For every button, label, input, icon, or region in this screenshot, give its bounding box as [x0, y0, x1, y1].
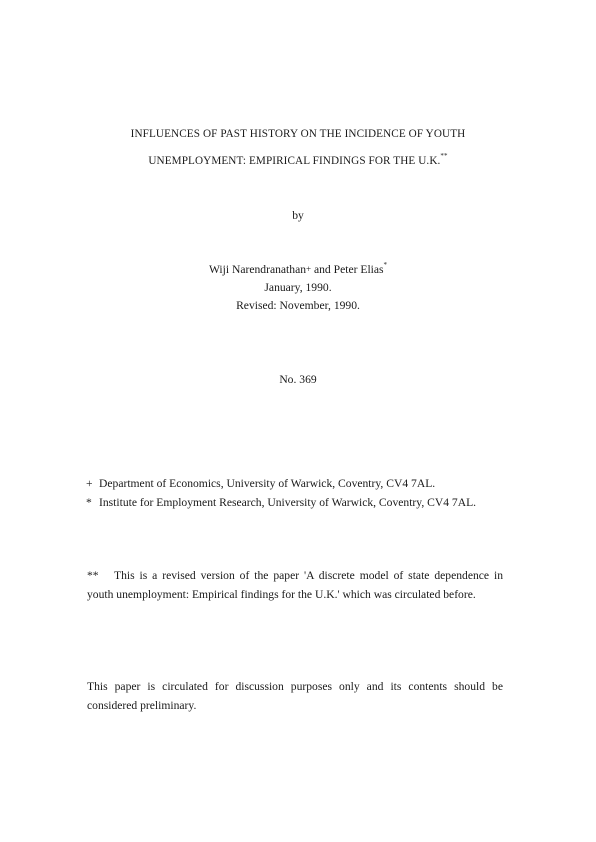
by-label: by	[292, 209, 304, 222]
author-1: Wiji Narendranathan	[208, 263, 307, 276]
date: January, 1990.	[264, 281, 332, 294]
revision-note-line-1: ** This is a revised version of the paper 'A discrete model of state dependence in	[87, 569, 503, 582]
disclaimer-line-1: This paper is circulated for discussion purposes only and its contents should be	[87, 680, 503, 693]
title-line-2: UNEMPLOYMENT: EMPIRICAL FINDINGS FOR THE U.K.**	[148, 152, 448, 167]
paper-number: No. 369	[279, 373, 317, 386]
authors: Wiji Narendranathan+ and Peter Elias*	[208, 261, 388, 276]
disclaimer-line-2: considered preliminary.	[87, 699, 197, 712]
title-line-1: INFLUENCES OF PAST HISTORY ON THE INCIDENCE OF YOUTH	[130, 128, 466, 140]
title-footnote-mark: **	[440, 152, 448, 161]
author-1-mark: +	[306, 264, 312, 274]
author-2-mark: *	[383, 261, 388, 270]
disclaimer	[87, 677, 503, 715]
revision-note	[87, 566, 503, 604]
affiliation-2: * Institute for Employment Research, University of Warwick, Coventry, CV4 7AL.	[86, 496, 477, 509]
author-2: Peter Elias	[333, 263, 384, 276]
revision-note-line-2: youth unemployment: Empirical findings for the U.K.' which was circulated before.	[87, 588, 476, 601]
revised-date: Revised: November, 1990.	[236, 299, 360, 312]
affiliation-1: + Department of Economics, University of Warwick, Coventry, CV4 7AL.	[86, 477, 436, 490]
